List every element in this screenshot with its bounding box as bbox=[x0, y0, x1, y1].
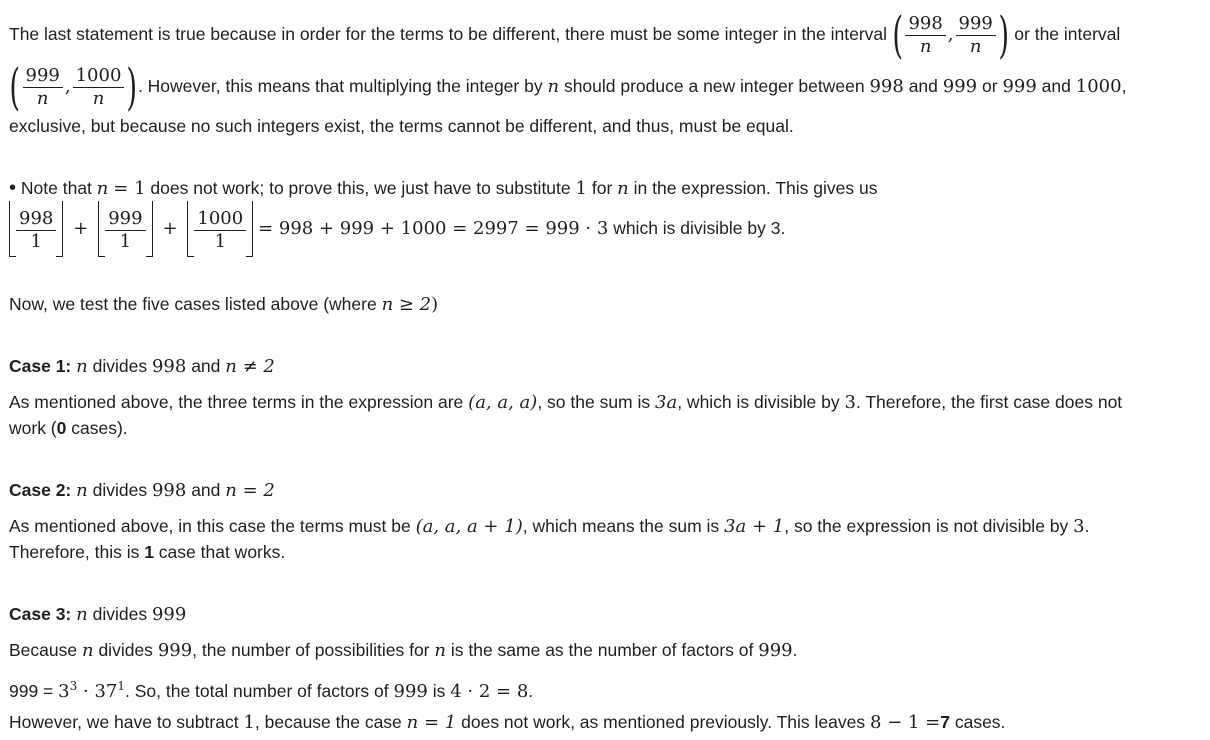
para1-line1-text: The last statement is true because in order for the terms to be different, there must be some integer in the interval bbox=[9, 24, 888, 44]
para1-line2: ( $\frac{999}{n}$ , $\frac{1000}{n}$ ). However, this means that multiplying the integer by n should produce a new integer between 998 and 999 or 999 and 1000, bbox=[9, 58, 1127, 117]
interval2-frac-b: $\frac{1000}{n}$ bbox=[73, 65, 125, 110]
para1-line1-tail: or the interval bbox=[1014, 24, 1121, 44]
case2-body-line1: As mentioned above, in this case the terms must be (a, a, a + 1), which means the sum is 3a + 1, so the expression is not divisible by 3. bbox=[9, 516, 1090, 537]
interval1-frac-b: $\frac{999}{n}$ bbox=[956, 13, 996, 58]
case3-line1: Because n divides 999, the number of possibilities for n is the same as the number of factors of 999. bbox=[9, 640, 798, 661]
interval1-frac-a: $\frac{998}{n}$ bbox=[905, 13, 945, 58]
case3-label: Case 3: bbox=[9, 604, 72, 624]
case1-body-line1: As mentioned above, the three terms in the expression are (a, a, a), so the sum is 3a, which is divisible by 3. Therefore, the first case does not bbox=[9, 392, 1123, 413]
left-paren: ( bbox=[892, 6, 904, 65]
note-result: = 998 + 999 + 1000 = 2997 = 999 · 3 bbox=[258, 218, 609, 239]
floor-frac-999: $\frac{999}{1}$ bbox=[98, 201, 152, 257]
case1-label: Case 1: bbox=[9, 356, 72, 376]
case3-line2: $999 = 3^3 \cdot 37^1$. So, the total number of factors of 999 is 4 · 2 = 8. bbox=[9, 679, 534, 702]
right-paren: ) bbox=[998, 6, 1010, 65]
case3-heading: Case 3: n divides 999 bbox=[9, 604, 187, 625]
note-line1: • Note that n = 1 does not work; to prove this, we just have to substitute 1 for n in the expression. This gives us bbox=[9, 177, 878, 199]
case2-label: Case 2: bbox=[9, 480, 72, 500]
case2-heading: Case 2: n divides 998 and n = 2 bbox=[9, 480, 275, 501]
para1-line3: exclusive, but because no such integers exist, the terms cannot be different, and thus, must be equal. bbox=[9, 116, 794, 136]
interval2-frac-a: $\frac{999}{n}$ bbox=[23, 65, 63, 110]
intro-line: Now, we test the five cases listed above (where n ≥ 2) bbox=[9, 294, 439, 315]
case3-line3: However, we have to subtract 1, because the case n = 1 does not work, as mentioned previously. This leaves 8 − 1 =7 cases. bbox=[9, 712, 1006, 733]
left-paren: ( bbox=[9, 58, 21, 117]
para1-line1: The last statement is true because in order for the terms to be different, there must be some integer in the interval ( $\frac{998}{n}$ , $\frac{999}{n}$ ) or the interval bbox=[9, 6, 1121, 65]
floor-frac-998: $\frac{998}{1}$ bbox=[9, 201, 63, 257]
case2-body-line2: Therefore, this is 1 case that works. bbox=[9, 542, 286, 562]
bullet-icon: • bbox=[9, 177, 17, 199]
note-line2: $\frac{998}{1}$ + $\frac{999}{1}$ + $\frac{1000}{1}$ = 998 + 999 + 1000 = 2997 = 999 · 3 which is divisible by 3. bbox=[9, 200, 785, 256]
case1-heading: Case 1: n divides 998 and n ≠ 2 bbox=[9, 356, 275, 377]
case1-body-line2: work (0 cases). bbox=[9, 418, 128, 438]
right-paren: ) bbox=[126, 58, 138, 117]
floor-frac-1000: $\frac{1000}{1}$ bbox=[187, 201, 253, 257]
